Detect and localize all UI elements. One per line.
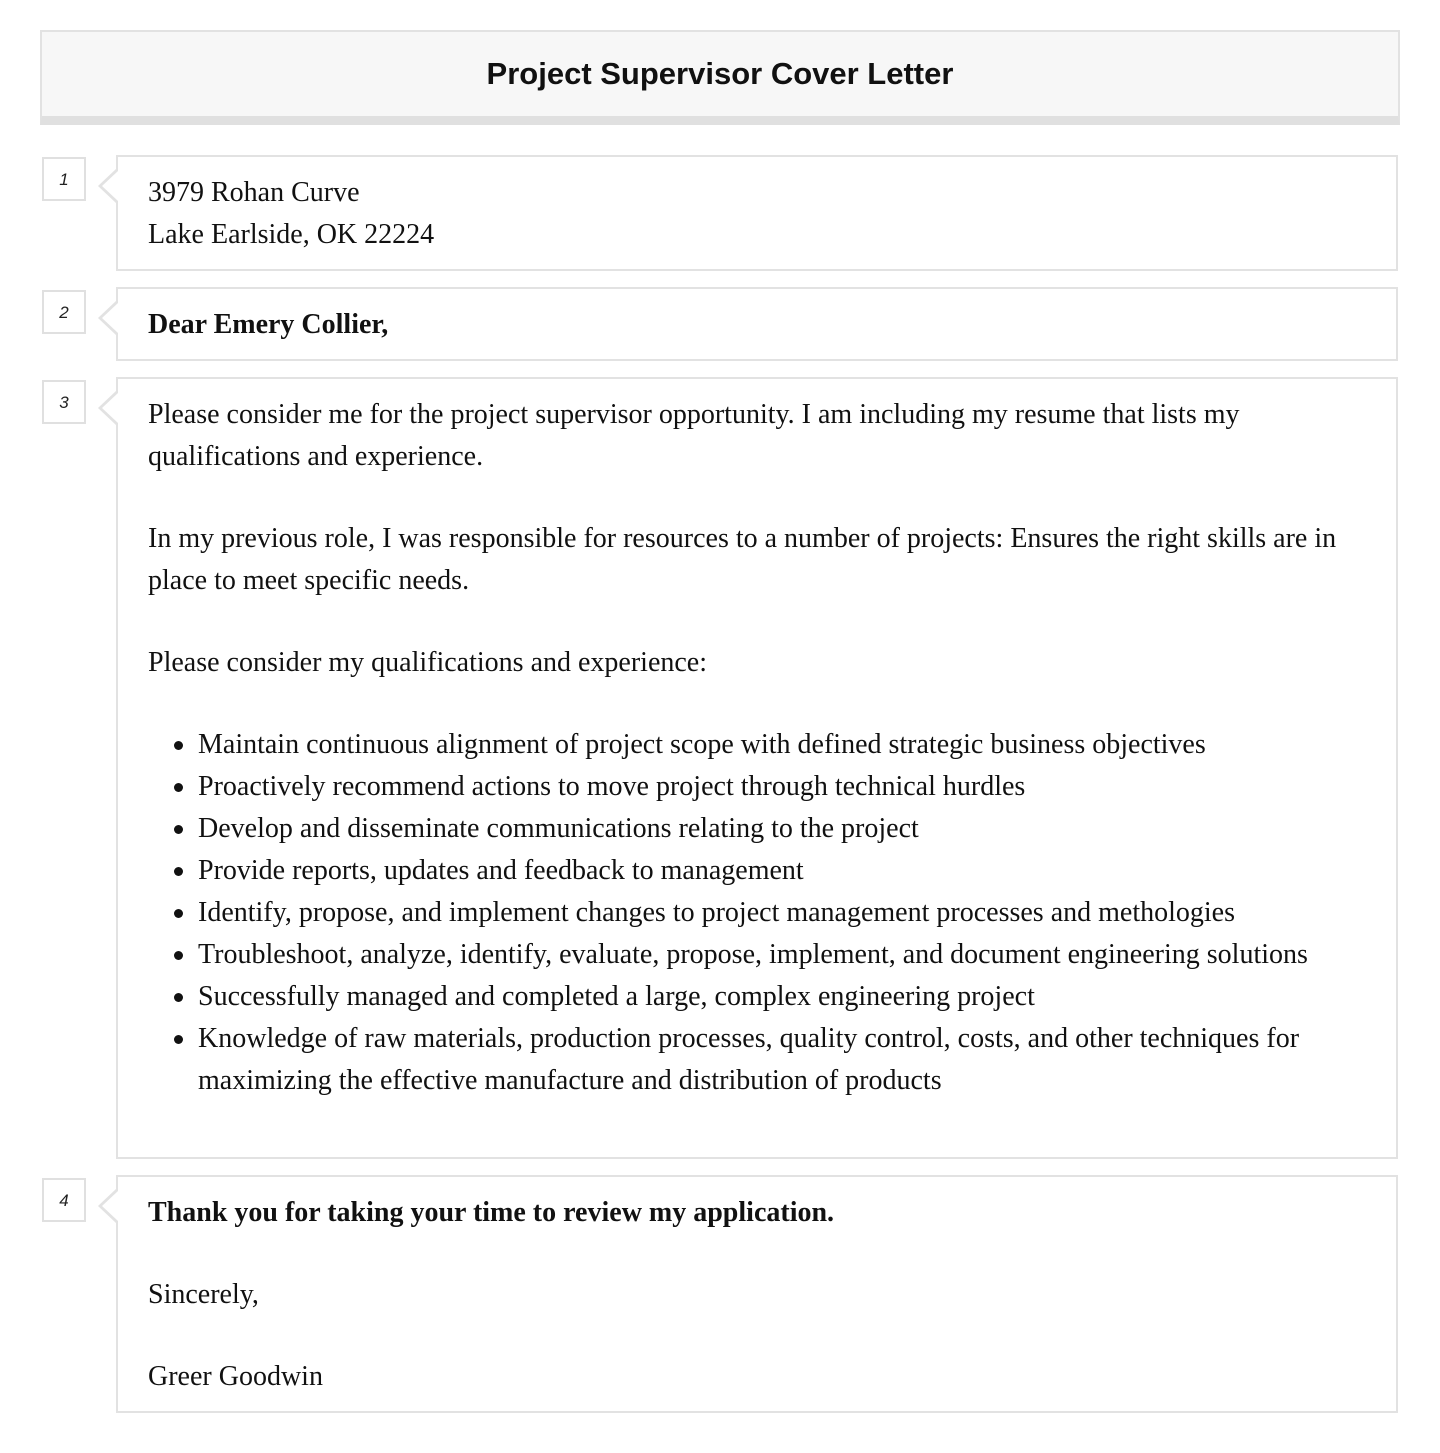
section-number-4: 4 — [42, 1178, 86, 1222]
closing-salutation: Sincerely, — [148, 1279, 259, 1310]
list-item: Maintain continuous alignment of project scope with defined strategic business objectives — [198, 724, 1366, 766]
address-card — [116, 155, 1398, 271]
list-item: Provide reports, updates and feedback to management — [198, 850, 1366, 892]
qualifications-list — [148, 724, 1366, 1102]
list-item: Develop and disseminate communications relating to the project — [198, 808, 1366, 850]
list-item: Successfully managed and completed a large, complex engineering project — [198, 976, 1366, 1018]
body-card — [116, 377, 1398, 1159]
greeting-card — [116, 287, 1398, 361]
section-number-1: 1 — [42, 157, 86, 201]
page-title: Project Supervisor Cover Letter — [486, 56, 954, 91]
greeting: Dear Emery Collier, — [148, 309, 389, 340]
closing-card — [116, 1175, 1398, 1413]
qualifications-intro: Please consider my qualifications and experience: — [148, 647, 708, 678]
list-item: Identify, propose, and implement changes to project management processes and methologies — [198, 892, 1366, 934]
intro-paragraph: Please consider me for the project supervisor opportunity. I am including my resume that lists my qualifications and experience. — [148, 399, 1240, 472]
list-item: Knowledge of raw materials, production processes, quality control, costs, and other techniques for maximizing the effective manufacture and distribution of products — [198, 1018, 1366, 1102]
title-bar — [40, 30, 1400, 125]
section-number-3: 3 — [42, 380, 86, 424]
address-line-1: 3979 Rohan Curve — [148, 177, 360, 208]
experience-paragraph: In my previous role, I was responsible for resources to a number of projects: Ensures the right skills are in place to meet specific needs. — [148, 523, 1337, 596]
address-line-2: Lake Earlside, OK 22224 — [148, 219, 435, 250]
section-number-2: 2 — [42, 290, 86, 334]
signature-name: Greer Goodwin — [148, 1361, 323, 1392]
list-item: Proactively recommend actions to move project through technical hurdles — [198, 766, 1366, 808]
thank-you-line: Thank you for taking your time to review my application. — [148, 1197, 835, 1228]
list-item: Troubleshoot, analyze, identify, evaluate, propose, implement, and document engineering solutions — [198, 934, 1366, 976]
